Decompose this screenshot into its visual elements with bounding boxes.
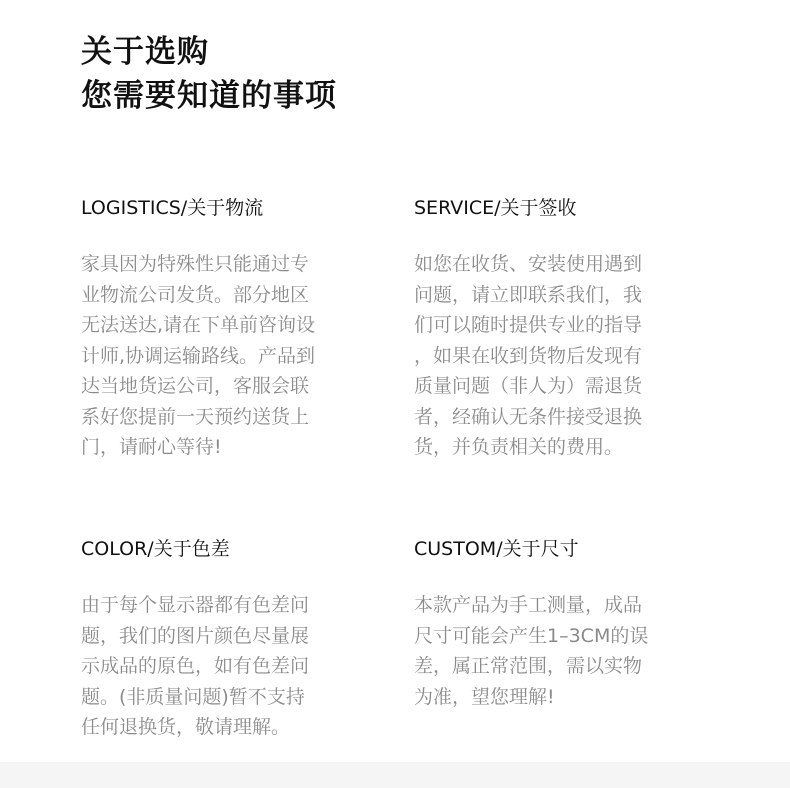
section-custom-heading: CUSTOM/关于尺寸 (414, 538, 579, 560)
body-line: 们可以随时提供专业的指导 (414, 314, 643, 336)
body-line: 本款产品为手工测量，成品 (414, 594, 643, 616)
body-line: 由于每个显示器都有色差问 (81, 594, 310, 616)
body-line: 门，请耐心等待! (81, 436, 222, 458)
body-line: 系好您提前一天预约送货上 (81, 405, 310, 428)
section-service (414, 194, 704, 463)
section-logistics (81, 194, 371, 463)
body-line: 无法送达,请在下单前咨询设 (81, 314, 316, 336)
body-line: 题，我们的图片颜色尽量展 (81, 624, 310, 647)
body-line: 问题，请立即联系我们，我 (414, 283, 643, 306)
body-line: 如您在收货、安装使用遇到 (414, 253, 643, 275)
page-title-line-1: 关于选购 (81, 34, 209, 70)
page-title-line-2: 您需要知道的事项 (81, 78, 337, 114)
section-color-heading: COLOR/关于色差 (81, 538, 230, 560)
footer-band (0, 762, 790, 788)
section-color-body (81, 590, 371, 743)
section-custom (414, 535, 704, 712)
body-line: 计师,协调运输路线。产品到 (81, 344, 316, 367)
section-logistics-heading: LOGISTICS/关于物流 (81, 197, 264, 219)
body-line: 货，并负责相关的费用。 (414, 436, 624, 458)
body-line: 业物流公司发货。部分地区 (81, 283, 310, 306)
body-line: 尺寸可能会产生1–3CM的误 (414, 624, 649, 647)
section-service-heading: SERVICE/关于签收 (414, 197, 577, 219)
body-line: ，如果在收到货物后发现有 (414, 344, 643, 367)
body-line: 任何退换货，敬请理解。 (81, 716, 291, 738)
body-line: 示成品的原色，如有色差问 (81, 655, 310, 677)
body-line: 为准，望您理解! (414, 685, 555, 708)
body-line: 差，属正常范围，需以实物 (414, 655, 643, 677)
body-line: 达当地货运公司，客服会联 (81, 375, 310, 397)
body-line: 题。(非质量问题)暂不支持 (81, 685, 305, 708)
section-color (81, 535, 371, 743)
section-service-body (414, 249, 704, 463)
page-title (81, 30, 337, 118)
body-line: 质量问题（非人为）需退货 (414, 375, 643, 397)
body-line: 家具因为特殊性只能通过专 (81, 253, 310, 275)
section-logistics-body (81, 249, 371, 463)
section-custom-body (414, 590, 704, 712)
body-line: 者，经确认无条件接受退换 (414, 405, 643, 428)
